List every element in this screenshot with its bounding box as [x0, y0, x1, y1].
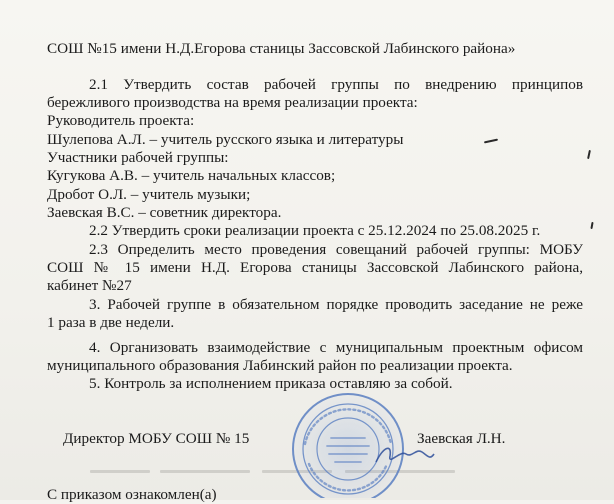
doc-line-18: 5. Контроль за исполнением приказа оставляю за собой.: [89, 375, 453, 392]
doc-line-7: Кугукова А.В. – учитель начальных классов;: [47, 167, 336, 184]
doc-line-15: 1 раза в две недели.: [47, 314, 175, 331]
scan-mark: [484, 139, 498, 144]
doc-line-5: Шулепова А.Л. – учитель русского языка и литературы: [47, 131, 404, 148]
signature-name: Заевская Л.Н.: [417, 430, 506, 447]
doc-line-17: муниципального образования Лабинский район по реализации проекта.: [47, 357, 513, 374]
handwritten-signature: [372, 440, 436, 470]
scan-mark: [587, 150, 591, 159]
acknowledgement-line: С приказом ознакомлен(а): [47, 486, 217, 503]
doc-line-4: Руководитель проекта:: [47, 112, 195, 129]
doc-line-9: Заевская В.С. – советник директора.: [47, 204, 282, 221]
doc-line-11: 2.3 Определить место проведения совещаний рабочей группы: МОБУ: [89, 241, 583, 258]
doc-line-13: кабинет №27: [47, 277, 132, 294]
doc-line-3: бережливого производства на время реализации проекта:: [47, 94, 418, 111]
doc-line-10: 2.2 Утвердить сроки реализации проекта с 25.12.2024 по 25.08.2025 г.: [89, 222, 541, 239]
doc-line-2: 2.1 Утвердить состав рабочей группы по внедрению принципов: [89, 76, 583, 93]
doc-line-8: Дробот О.Л. – учитель музыки;: [47, 186, 251, 203]
doc-line-14: 3. Рабочей группе в обязательном порядке проводить заседание не реже: [89, 296, 583, 313]
scan-mark: [590, 222, 593, 229]
doc-line-16: 4. Организовать взаимодействие с муниципальным проектным офисом: [89, 339, 583, 356]
doc-line-6: Участники рабочей группы:: [47, 149, 229, 166]
doc-line-1: СОШ №15 имени Н.Д.Егорова станицы Зассовской Лабинского района»: [47, 40, 516, 57]
doc-line-12: СОШ № 15 имени Н.Д. Егорова станицы Зассовской Лабинского района,: [47, 259, 583, 276]
signature-title: Директор МОБУ СОШ № 15: [63, 430, 250, 447]
